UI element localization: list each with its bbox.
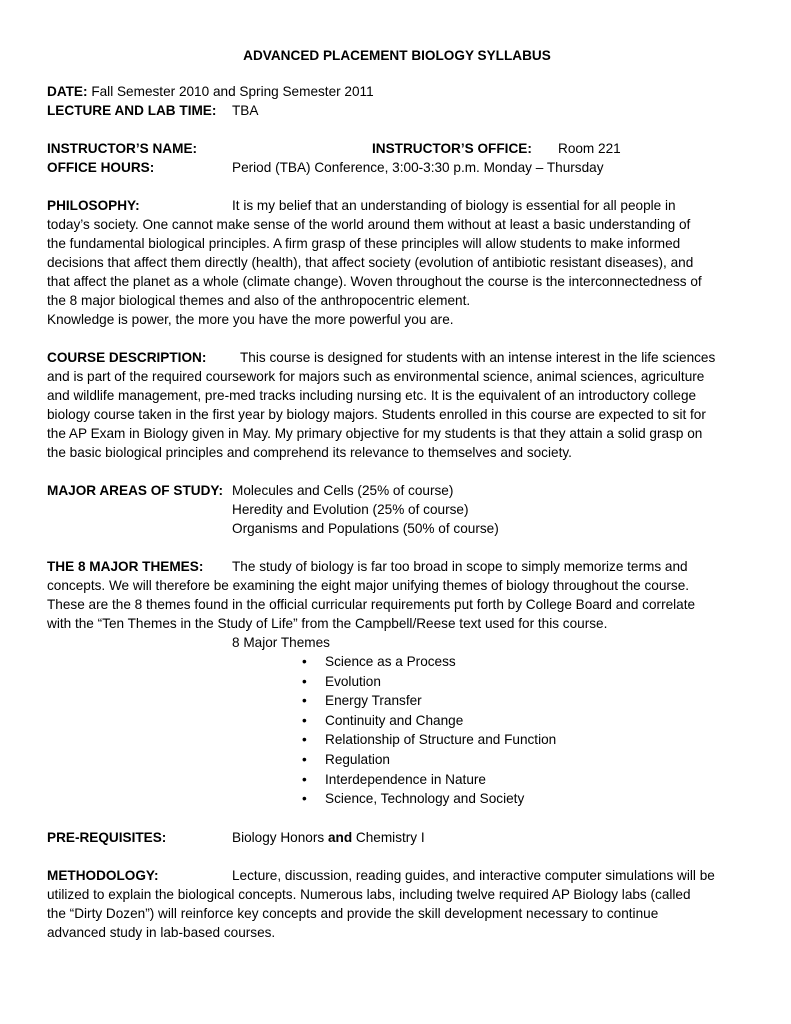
- list-item: [47, 789, 747, 809]
- prerequisites-row: [47, 828, 747, 847]
- course-description-line: the basic biological principles and comprehend its relevance to themselves and society.: [47, 445, 572, 460]
- methodology-line: advanced study in lab-based courses.: [47, 924, 276, 940]
- prerequisites-part1: Biology Honors: [232, 829, 328, 845]
- lecture-lab-label: LECTURE AND LAB TIME:: [47, 103, 217, 118]
- bullet-icon: •: [302, 791, 307, 807]
- bullet-icon: •: [302, 693, 307, 709]
- list-item: [47, 691, 747, 711]
- prerequisites-part2: Chemistry I: [352, 829, 425, 845]
- major-areas-section: [47, 481, 747, 538]
- page-title: ADVANCED PLACEMENT BIOLOGY SYLLABUS: [243, 48, 551, 63]
- office-hours-label: OFFICE HOURS:: [47, 160, 155, 175]
- list-item: [47, 750, 747, 770]
- major-themes-line: concepts. We will therefore be examining the eight major unifying themes of biology throughout the course.: [47, 578, 690, 593]
- lecture-lab-row: [47, 101, 747, 120]
- office-hours-row: [47, 158, 747, 177]
- theme-label: Evolution: [325, 673, 381, 689]
- instructor-name-label: INSTRUCTOR’S NAME:: [47, 141, 198, 156]
- major-themes-label: THE 8 MAJOR THEMES:: [47, 559, 204, 574]
- major-themes-section: [47, 557, 747, 809]
- bullet-icon: •: [302, 712, 307, 728]
- date-row: [47, 82, 747, 101]
- philosophy-line: decisions that affect them directly (health), that affect society (evolution of antibiotic resistant diseases), and: [47, 255, 694, 270]
- major-areas-label: MAJOR AREAS OF STUDY:: [47, 483, 223, 498]
- methodology-line: utilized to explain the biological concepts. Numerous labs, including twelve required AP Biology labs (called: [47, 886, 691, 902]
- course-description-line: biology course taken in the first year by biology majors. Students enrolled in this course are expected to sit for: [47, 407, 706, 422]
- methodology-section: [47, 866, 747, 942]
- course-description-line: the AP Exam in Biology given in May. My primary objective for my students is that they attain a solid grasp on: [47, 426, 703, 441]
- course-description-line: This course is designed for students with an intense interest in the life sciences: [240, 350, 716, 365]
- list-item: [47, 770, 747, 790]
- list-item: [47, 711, 747, 731]
- methodology-line: the “Dirty Dozen”) will reinforce key concepts and provide the skill development necessary to continue: [47, 905, 659, 921]
- philosophy-line: today’s society. One cannot make sense of the world around them without at least a basic understanding of: [47, 217, 691, 232]
- theme-label: Relationship of Structure and Function: [325, 732, 557, 748]
- philosophy-line: It is my belief that an understanding of biology is essential for all people in: [232, 198, 676, 213]
- theme-label: Regulation: [325, 751, 390, 767]
- date-value: Fall Semester 2010 and Spring Semester 2011: [91, 84, 374, 99]
- major-area-item: Organisms and Populations (50% of course): [232, 521, 499, 536]
- course-description-line: and wildlife management, pre-med tracks including nursing etc. It is the equivalent of an introductory college: [47, 388, 697, 403]
- course-description-label: COURSE DESCRIPTION:: [47, 350, 207, 365]
- date-label: DATE:: [47, 84, 88, 99]
- bullet-icon: •: [302, 654, 307, 669]
- bullet-icon: •: [302, 732, 307, 748]
- bullet-icon: •: [302, 771, 307, 787]
- major-area-item: Molecules and Cells (25% of course): [232, 483, 454, 498]
- instructor-row: [47, 139, 747, 158]
- office-hours-value: Period (TBA) Conference, 3:00-3:30 p.m. Monday – Thursday: [232, 160, 604, 175]
- major-area-item: Heredity and Evolution (25% of course): [232, 502, 469, 517]
- list-item: [47, 672, 747, 692]
- syllabus-page: [47, 40, 747, 942]
- major-themes-line: with the “Ten Themes in the Study of Life” from the Campbell/Reese text used for this course.: [47, 616, 608, 631]
- theme-label: Interdependence in Nature: [325, 771, 486, 787]
- philosophy-section: [47, 196, 747, 329]
- instructor-office-value: Room 221: [558, 141, 621, 156]
- instructor-office-label: INSTRUCTOR’S OFFICE:: [372, 141, 532, 156]
- philosophy-label: PHILOSOPHY:: [47, 198, 140, 213]
- prerequisites-and: and: [327, 829, 353, 845]
- major-themes-line: The study of biology is far too broad in scope to simply memorize terms and: [232, 559, 688, 574]
- list-item: [47, 652, 747, 672]
- philosophy-line: the fundamental biological principles. A firm grasp of these principles will allow students to make informed: [47, 236, 681, 251]
- list-item: [47, 730, 747, 750]
- major-themes-line: These are the 8 themes found in the official curricular requirements put forth by College Board and correlate: [47, 597, 696, 612]
- philosophy-line: the 8 major biological themes and also of the anthropocentric element.: [47, 293, 471, 308]
- themes-list: [47, 652, 747, 809]
- methodology-line: Lecture, discussion, reading guides, and interactive computer simulations will be: [232, 867, 715, 883]
- bullet-icon: •: [302, 673, 307, 689]
- theme-label: Energy Transfer: [325, 693, 422, 709]
- prerequisites-label: PRE-REQUISITES:: [47, 829, 167, 845]
- course-description-line: and is part of the required coursework for majors such as environmental science, animal sciences, agriculture: [47, 369, 705, 384]
- philosophy-line: Knowledge is power, the more you have the more powerful you are.: [47, 312, 454, 327]
- course-description-section: [47, 348, 747, 462]
- methodology-label: METHODOLOGY:: [47, 867, 159, 883]
- prerequisites-value: [232, 828, 425, 847]
- theme-label: Science as a Process: [325, 654, 456, 669]
- theme-label: Continuity and Change: [325, 712, 464, 728]
- themes-list-heading: 8 Major Themes: [232, 635, 330, 650]
- theme-label: Science, Technology and Society: [325, 791, 525, 807]
- bullet-icon: •: [302, 751, 307, 767]
- lecture-lab-value: TBA: [232, 103, 259, 118]
- philosophy-line: that affect the planet as a whole (climate change). Woven throughout the course is the interconnectedness of: [47, 274, 702, 289]
